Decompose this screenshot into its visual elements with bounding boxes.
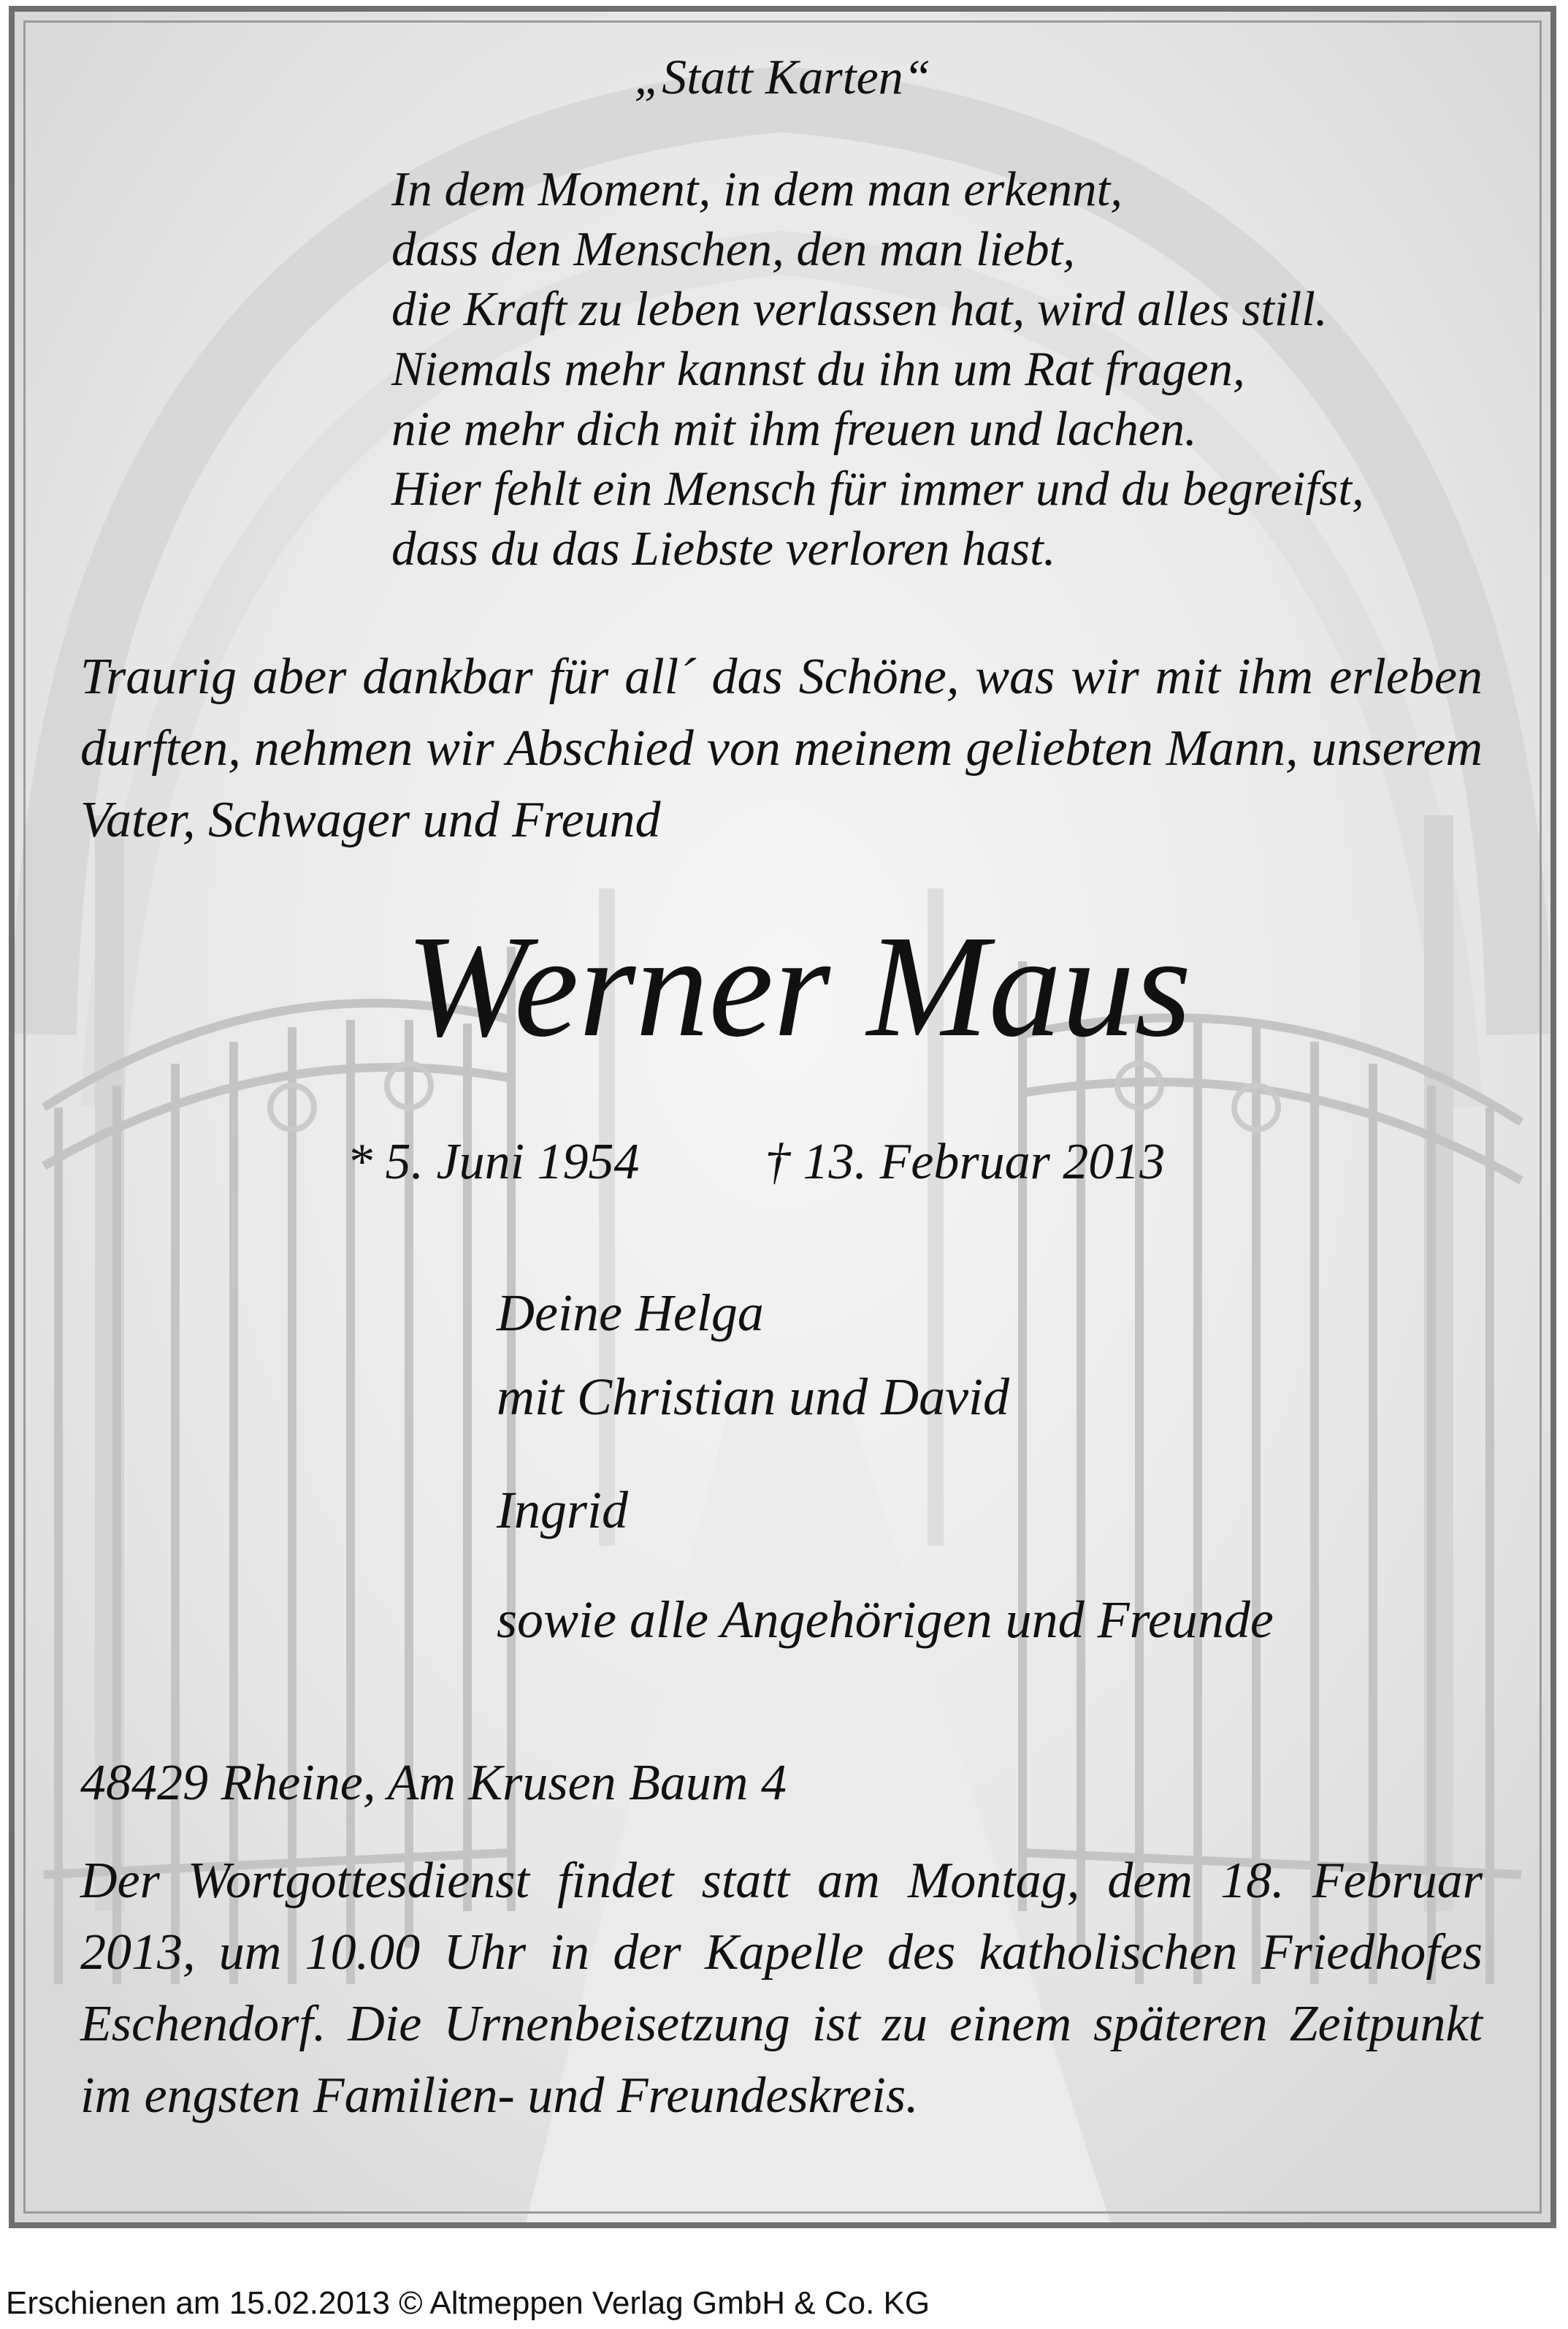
poem-line: die Kraft zu leben verlassen hat, wird alles still.	[391, 282, 1328, 336]
family-line: Deine Helga	[497, 1284, 764, 1342]
family-line: sowie alle Angehörigen und Freunde	[497, 1590, 1274, 1649]
intro-paragraph: Traurig aber dankbar für all´ das Schöne, was wir mit ihm erleben durften, nehmen wir Abschied von meinem geliebten Mann, unserem Vater, Schwager und Freund	[80, 649, 1483, 848]
family-line: mit Christian und David	[497, 1368, 1010, 1426]
notice-heading: „Statt Karten“	[634, 49, 931, 104]
poem-line: dass du das Liebste verloren hast.	[391, 522, 1056, 576]
address: 48429 Rheine, Am Krusen Baum 4	[80, 1755, 787, 1811]
poem-line: Hier fehlt ein Mensch für immer und du begreifst,	[391, 462, 1364, 516]
obituary-notice	[9, 6, 1556, 2228]
service-paragraph: Der Wortgottesdienst findet statt am Montag, dem 18. Februar 2013, um 10.00 Uhr in der Kapelle des katholischen Friedhofes Eschendorf. Die Urnenbeisetzung ist zu einem späteren Zeitpunkt im engsten Familien- und Freundeskreis.	[80, 1853, 1483, 2124]
poem-line: Niemals mehr kannst du ihn um Rat fragen,	[391, 342, 1245, 396]
deceased-name: Werner Maus	[405, 906, 1192, 1067]
publication-footer: Erschienen am 15.02.2013 © Altmeppen Verlag GmbH & Co. KG	[6, 2285, 930, 2321]
poem-line: nie mehr dich mit ihm freuen und lachen.	[391, 402, 1197, 456]
poem-line: dass den Menschen, den man liebt,	[391, 222, 1075, 276]
death-date: † 13. Februar 2013	[765, 1134, 1166, 1190]
poem-line: In dem Moment, in dem man erkennt,	[391, 162, 1123, 216]
birth-date: * 5. Juni 1954	[347, 1134, 640, 1190]
family-line: Ingrid	[497, 1481, 628, 1539]
poem	[391, 159, 1364, 579]
